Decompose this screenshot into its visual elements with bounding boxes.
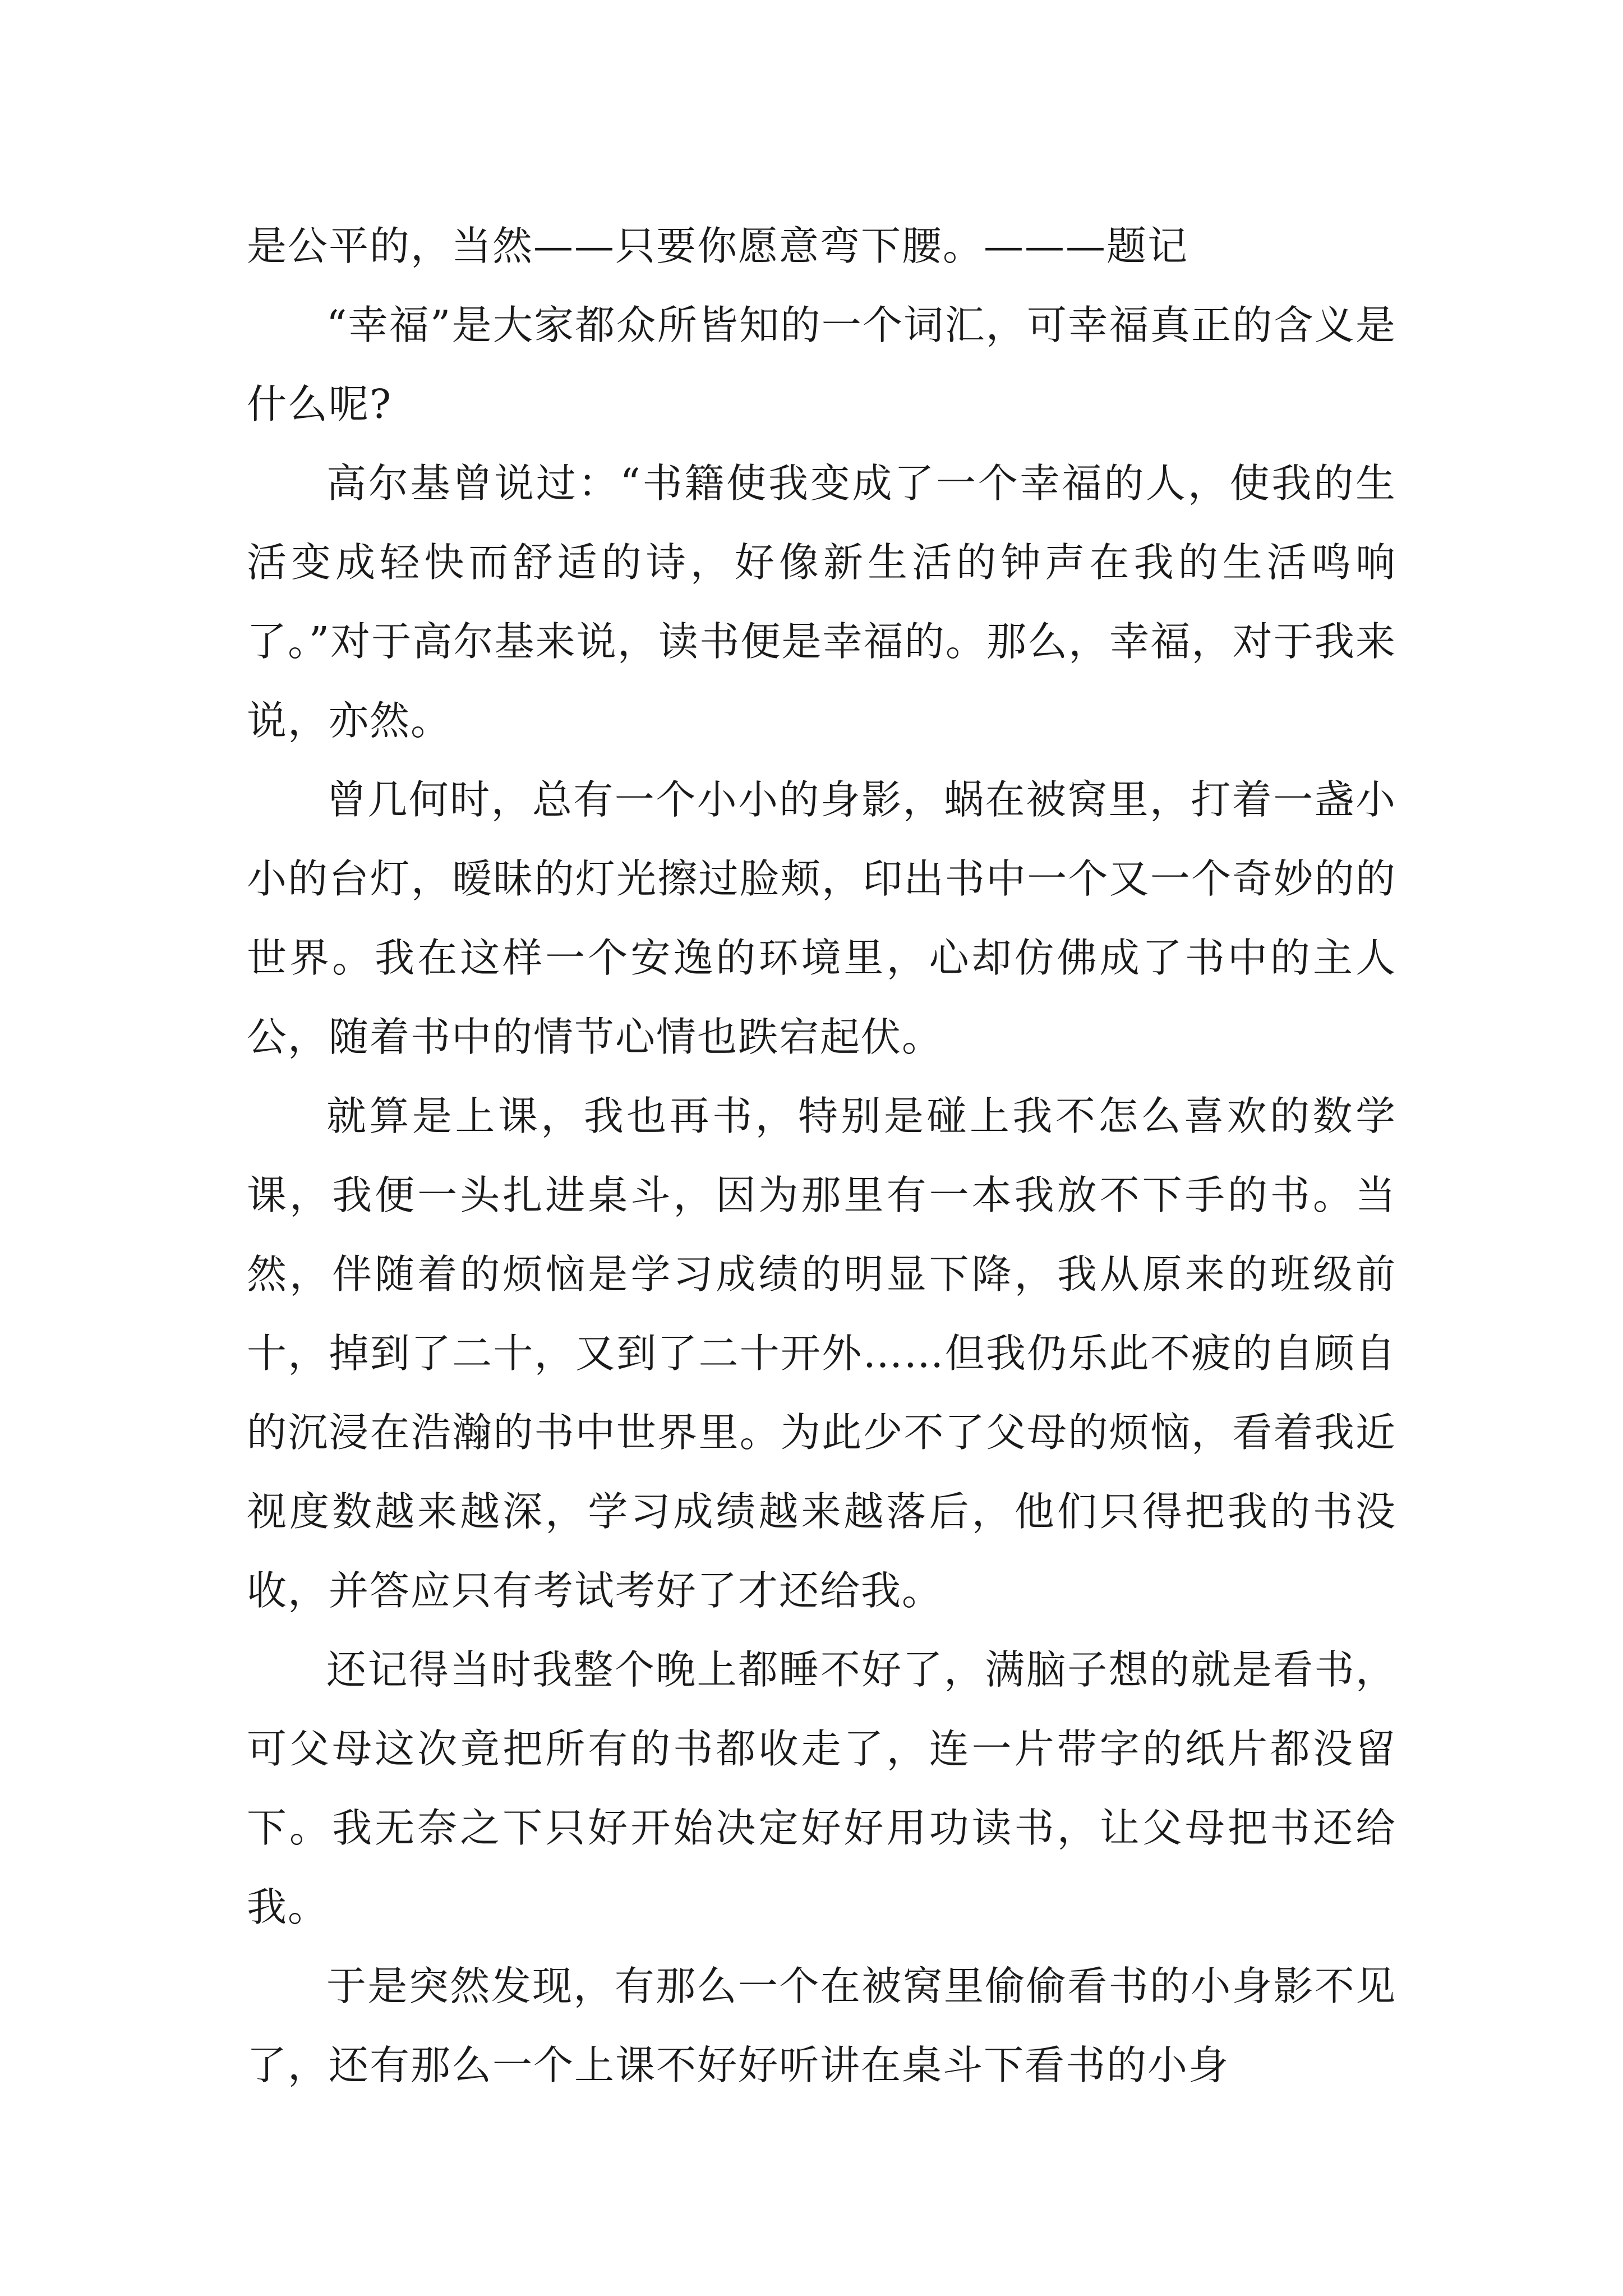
article-body <box>247 206 1396 2105</box>
paragraph-gorky-quote: 高尔基曾说过：“书籍使我变成了一个幸福的人，使我的生活变成轻快而舒适的诗，好像新生活的钟声在我的生活鸣响了。”对于高尔基来说，读书便是幸福的。那么，幸福，对于我来说，亦然。 <box>247 460 1396 744</box>
paragraph-reading-under-quilt: 曾几何时，总有一个小小的身影，蜗在被窝里，打着一盏小小的台灯，暧昧的灯光擦过脸颊，印出书中一个又一个奇妙的的世界。我在这样一个安逸的环境里，心却仿佛成了书中的主人公，随着书中的情节心情也跌宕起伏。 <box>247 776 1396 1060</box>
paragraph-figure-disappeared: 于是突然发现，有那么一个在被窝里偷偷看书的小身影不见了，还有那么一个上课不好好听讲在桌斗下看书的小身 <box>247 1963 1396 2088</box>
paragraph-books-confiscated: 还记得当时我整个晚上都睡不好了，满脑子想的就是看书，可父母这次竟把所有的书都收走了，连一片带字的纸片都没留下。我无奈之下只好开始决定好好用功读书，让父母把书还给我。 <box>247 1646 1396 1930</box>
paragraph-epigraph-line: 是公平的，当然——只要你愿意弯下腰。———题记 <box>247 223 1189 269</box>
paragraph-reading-in-class: 就算是上课，我也再书，特别是碰上我不怎么喜欢的数学课，我便一头扎进桌斗，因为那里有一本我放不下手的书。当然，伴随着的烦恼是学习成绩的明显下降，我从原来的班级前十，掉到了二十，又到了二十开外……但我仍乐此不疲的自顾自的沉浸在浩瀚的书中世界里。为此少不了父母的烦恼，看着我近视度数越来越深，学习成绩越来越落后，他们只得把我的书没收，并答应只有考试考好了才还给我。 <box>247 1093 1396 1614</box>
paragraph-happiness-question: “幸福”是大家都众所皆知的一个词汇，可幸福真正的含义是什么呢? <box>247 302 1396 427</box>
